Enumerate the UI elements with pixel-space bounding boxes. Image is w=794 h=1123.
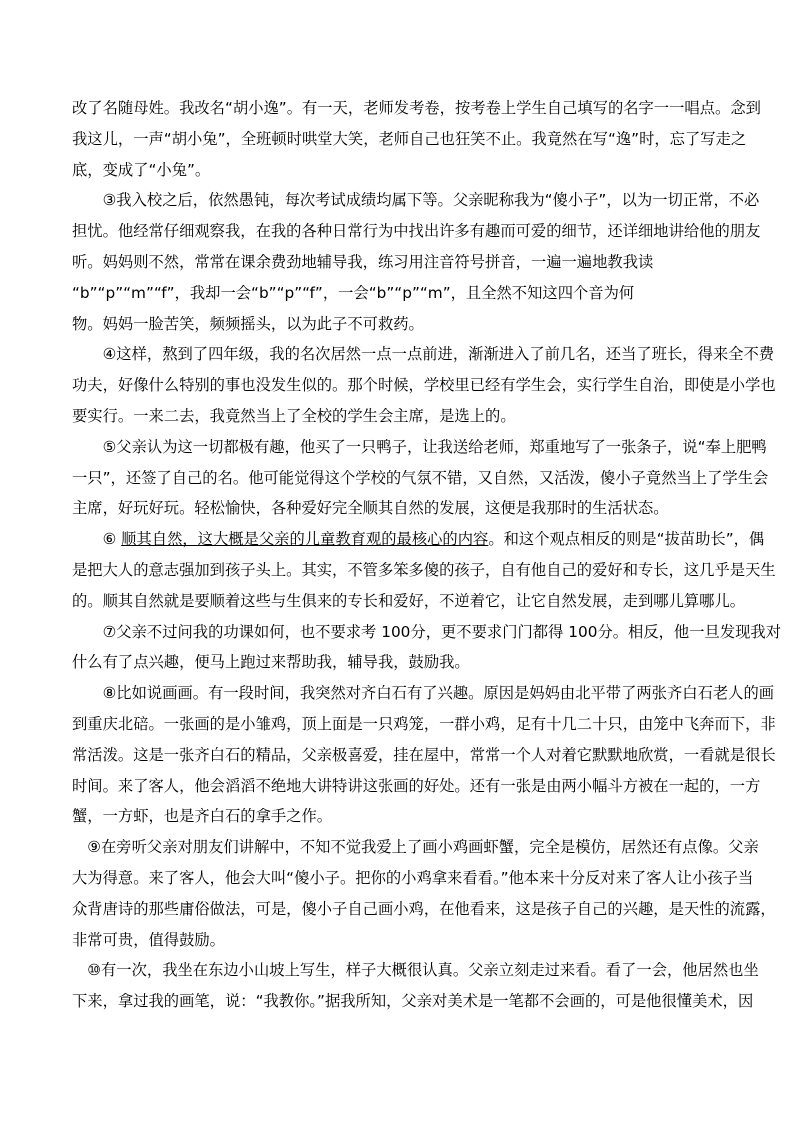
text-line: ⑩有一次，我坐在东边小山坡上写生，样子大概很认真。父亲立刻走过来看。看了一会，他居然也坐 [72, 961, 759, 980]
paragraph-9 [72, 832, 776, 955]
paragraph-5 [72, 432, 769, 524]
text-line: 是把大人的意志强加到孩子头上。其实，不管多笨多傻的孩子，自有他自己的爱好和专长，这几乎是天生 [72, 560, 776, 579]
text-line: 非常可贵，值得鼓励。 [72, 930, 225, 949]
text-line: 时间。来了客人，他会滔滔不绝地大讲特讲这张画的好处。还有一张是由两小幅斗方被在一起的，一方 [72, 776, 761, 795]
text-line: 担忧。他经常仔细观察我，在我的各种日常行为中找出许多有趣而可爱的细节，还详细地讲给他的朋友 [72, 222, 761, 241]
text-line: 众背唐诗的那些庸俗做法，可是，傻小子自己画小鸡，在他看来，这是孩子自己的兴趣，是天性的流露， [72, 899, 776, 918]
text-line: 蟹，一方虾，也是齐白石的拿手之作。 [72, 807, 333, 826]
text-line: 改了名随母姓。我改名“胡小逸”。有一天，老师发考卷，按考卷上学生自己填写的名字一一唱点。念到 [72, 99, 761, 117]
text-line: 听。妈妈则不然，常常在课余费劲地辅导我，练习用注音符号拼音，一遍一遍地教我读 [72, 252, 654, 271]
underlined-sentence: 顺其自然，这大概是父亲的儿童教育观的最核心的内容 [121, 530, 489, 549]
text-line [72, 524, 765, 555]
text-line: 什么有了点兴趣，便马上跑过来帮助我，辅导我，鼓励我。 [72, 653, 470, 672]
paragraph-3 [72, 185, 761, 339]
text-line: ⑨在旁听父亲对朋友们讲解中，不知不觉我爱上了画小鸡画虾蟹，完全是模仿，居然还有点像。父亲 [72, 838, 759, 857]
text-line: ⑧比如说画画。有一段时间，我突然对齐白石有了兴趣。原因是妈妈由北平带了两张齐白石老人的画 [72, 684, 775, 703]
text-line: 物。妈妈一脸苦笑，频频摇头，以为此子不可救药。 [72, 314, 424, 333]
paragraph-8 [72, 678, 776, 832]
paragraph-10 [72, 955, 759, 1017]
text-line: “b”“p”“m”“f”，我却一会“b”“p”“f”，一会“b”“p”“m”，且全然不知这四个音为何 [72, 283, 635, 302]
text-line: 底，变成了“小兔”。 [72, 160, 211, 179]
text-line: 我这儿，一声“胡小兔”，全班顿时哄堂大笑，老师自己也狂笑不止。我竟然在写“逸”时，忘了写走之 [72, 129, 747, 148]
document-page [72, 93, 782, 1017]
paragraph-6 [72, 524, 776, 616]
text-line: 一只”，还签了自己的名。他可能觉得这个学校的气氛不错，又自然，又活泼，傻小子竟然当上了学生会 [72, 468, 769, 487]
text-line: 要实行。一来二去，我竟然当上了全校的学生会主席，是选上的。 [72, 406, 516, 425]
paragraph-4 [72, 339, 776, 431]
text-line: 主席，好玩好玩。轻松愉快，各种爱好完全顺其自然的发展，这便是我那时的生活状态。 [72, 499, 669, 518]
text-line: ⑤父亲认为这一切都极有趣，他买了一只鸭子，让我送给老师，郑重地写了一张条子，说“奉上肥鸭 [72, 437, 767, 456]
text-line: 大为得意。来了客人，他会大叫“傻小子。把你的小鸡拿来看看。”他本来十分反对来了客人让小孩子当 [72, 868, 754, 887]
paragraph-number: ⑥ [72, 530, 122, 549]
paragraph-7 [72, 617, 782, 679]
text-line: ③我入校之后，依然愚钝，每次考试成绩均属下等。父亲昵称我为“傻小子”，以为一切正常，不必 [72, 191, 760, 210]
text-segment: 。和这个观点相反的则是“拔苗助长”，偶 [488, 530, 765, 549]
text-line: 下来，拿过我的画笔，说：“我教你。”据我所知，父亲对美术是一笔都不会画的，可是他很懂美术，因 [72, 992, 754, 1011]
text-line: 到重庆北碚。一张画的是小雏鸡，顶上面是一只鸡笼，一群小鸡，足有十几二十只，由笼中飞奔而下，非 [72, 714, 776, 733]
text-line: 的。顺其自然就是要顺着这些与生俱来的专长和爱好，不逆着它，让它自然发展，走到哪儿算哪儿。 [72, 591, 746, 610]
text-line: 常活泼。这是一张齐白石的精品，父亲极喜爱，挂在屋中，常常一个人对着它默默地欣赏，一看就是很长 [72, 745, 776, 764]
paragraph-continuation [72, 93, 761, 185]
text-line: 功夫，好像什么特别的事也没发生似的。那个时候，学校里已经有学生会，实行学生自治，即使是小学也 [72, 376, 776, 395]
text-line: ⑦父亲不过问我的功课如何，也不要求考 100分，更不要求门门都得 100分。相反，他一旦发现我对 [72, 622, 782, 641]
text-line: ④这样，熬到了四年级，我的名次居然一点一点前进，渐渐进入了前几名，还当了班长，得来全不费 [72, 345, 775, 364]
